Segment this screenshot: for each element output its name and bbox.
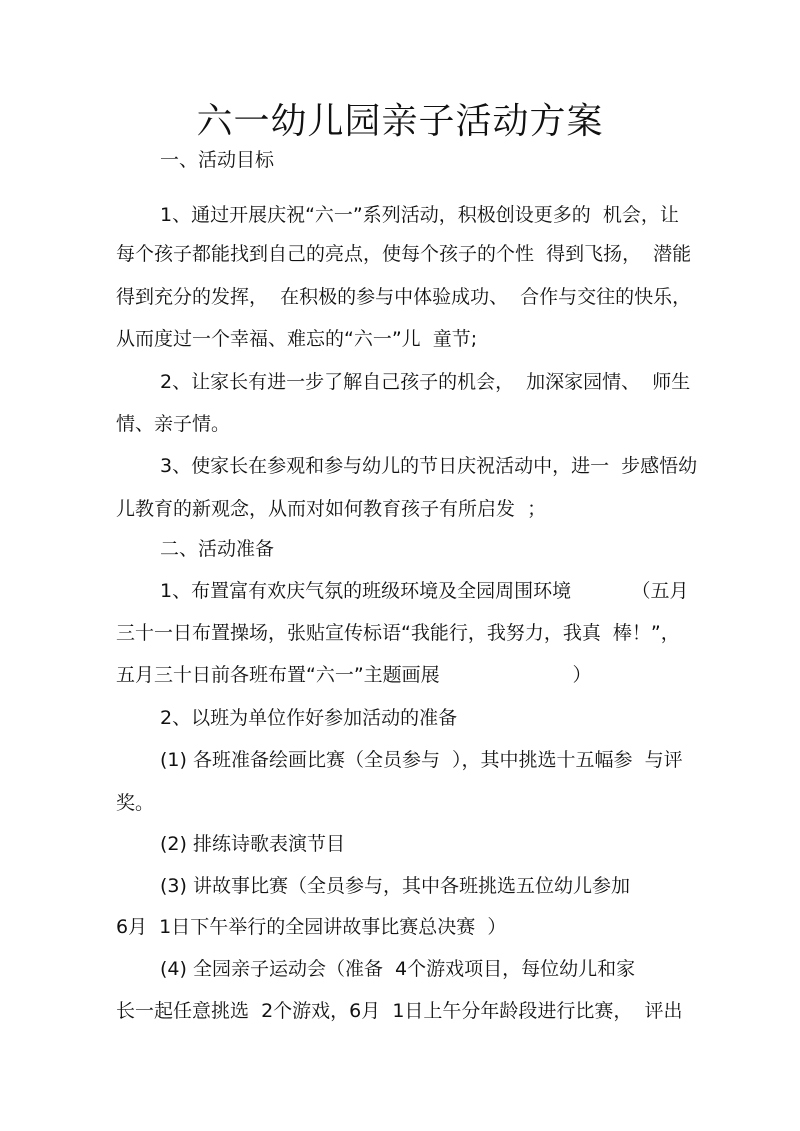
paragraph-line: 2、以班为单位作好参加活动的准备 [160, 707, 458, 729]
paragraph-line: 长一起任意挑选 2个游戏，6月 1日上午分年龄段进行比赛， 评出 [116, 1000, 683, 1022]
paragraph-line: (4) 全园亲子运动会（准备 4个游戏项目，每位幼儿和家 [160, 958, 636, 980]
paragraph-line: 从而度过一个幸福、难忘的“六一”儿 童节; [116, 328, 478, 350]
paragraph-line: (2) 排练诗歌表演节目 [160, 833, 345, 855]
paragraph-line: 情、亲子情。 [116, 413, 231, 435]
paragraph-line: 3、使家长在参观和参与幼儿的节日庆祝活动中，进一 步感悟幼 [160, 455, 698, 477]
paragraph-line: 1、布置富有欢庆气氛的班级环境及全园周围环境 （五月 [160, 580, 689, 602]
section-heading-preparation: 二、活动准备 [160, 538, 275, 560]
paragraph-line: 得到充分的发挥， 在积极的参与中体验成功、 合作与交往的快乐， [116, 286, 692, 308]
paragraph-line: 奖。 [116, 792, 155, 814]
section-heading-goals: 一、活动目标 [160, 149, 275, 171]
document-title: 六一幼儿园亲子活动方案 [196, 101, 604, 142]
paragraph-line: 每个孩子都能找到自己的亮点，使每个孩子的个性 得到飞扬， 潜能 [116, 243, 692, 265]
paragraph-line: 五月三十日前各班布置“六一”主题画展 ） [116, 664, 592, 686]
paragraph-line: 三十一日布置操场，张贴宣传标语“我能行，我努力，我真 棒！”， [116, 622, 680, 644]
paragraph-line: 6月 1日下午举行的全园讲故事比赛总决赛 ） [116, 916, 507, 938]
paragraph-line: 1、通过开展庆祝“六一”系列活动，积极创设更多的 机会，让 [160, 204, 679, 226]
paragraph-line: 儿教育的新观念，从而对如何教育孩子有所启发 ； [116, 498, 547, 520]
paragraph-line: (3) 讲故事比赛（全员参与，其中各班挑选五位幼儿参加 [160, 875, 630, 897]
paragraph-line: 2、让家长有进一步了解自己孩子的机会， 加深家园情、 师生 [160, 371, 691, 393]
paragraph-line: (1) 各班准备绘画比赛（全员参与 ），其中挑选十五幅参 与评 [160, 749, 683, 771]
